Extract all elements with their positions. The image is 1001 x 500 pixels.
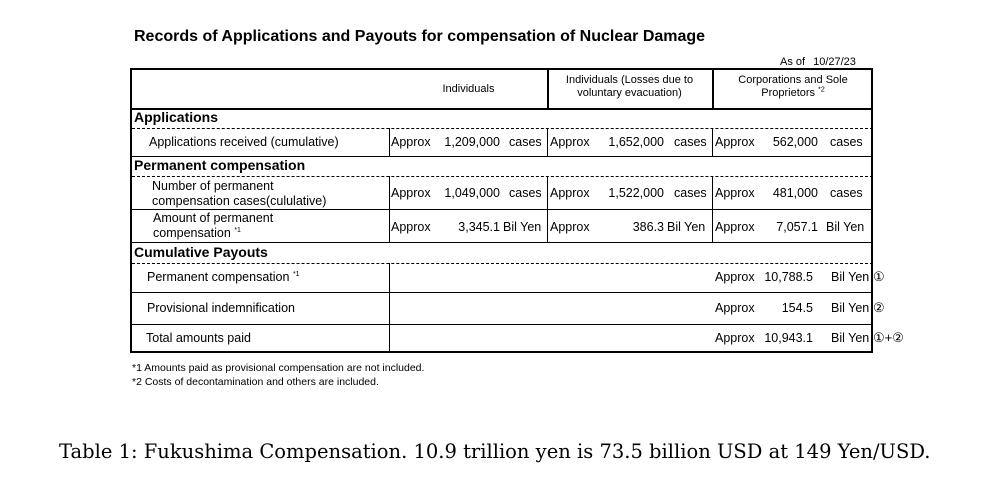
table-title: Records of Applications and Payouts for compensation of Nuclear Damage [134,28,706,45]
unit-label: Bil Yen [831,331,870,345]
unit-label: Bil Yen [826,220,865,234]
approx-label: Approx [715,331,755,345]
approx-label: Approx [715,135,755,149]
unit-label: cases [830,186,863,200]
value-cell: 1,049,000 [444,186,500,200]
approx-label: Approx [715,301,755,315]
row-label-line1: Amount of permanent [153,211,274,225]
unit-label: Bil Yen [831,270,870,284]
header-voluntary-evacuation: Individuals (Losses due to voluntary evacuation) [565,74,694,99]
unit-label: Bil Yen [667,220,706,234]
row-label-line2: compensation [153,226,231,240]
section-cumulative-payouts: Cumulative Payouts [134,244,268,260]
section-permanent-compensation: Permanent compensation [134,157,306,173]
value-cell: 154.5 [781,301,813,315]
approx-label: Approx [550,220,590,234]
value-cell: 1,652,000 [608,135,664,149]
value-cell: 7,057.1 [776,220,818,234]
row-label-text: Permanent compensation [147,270,290,284]
footnote-1: *1 Amounts paid as provisional compensation are not included. [132,362,425,374]
row-label-applications-received: Applications received (cumulative) [149,135,339,149]
header-corporations [714,74,872,100]
marker-circled-1: ① [873,269,885,284]
approx-label: Approx [391,186,431,200]
approx-label: Approx [715,186,755,200]
table-caption: Table 1: Fukushima Compensation. 10.9 trillion yen is 73.5 billion USD at 149 Yen/USD. [59,440,931,463]
row-label-payout-permanent [147,270,300,285]
approx-label: Approx [550,186,590,200]
as-of-value: 10/27/23 [813,56,856,68]
as-of-date [780,56,856,68]
value-cell: 1,522,000 [608,186,664,200]
unit-label: cases [674,186,707,200]
footnote-2: *2 Costs of decontamination and others are included. [132,376,379,388]
marker-circled-2: ② [873,300,885,315]
footnote-ref-1: *1 [234,226,241,234]
unit-label: Bil Yen [831,301,870,315]
approx-label: Approx [715,220,755,234]
value-cell: 3,345.1 [458,220,500,234]
value-cell: 10,788.5 [764,270,813,284]
footnote-ref-2: *2 [818,86,825,94]
as-of-label: As of [780,56,806,68]
footnote-ref-1: *1 [292,270,300,278]
unit-label: cases [830,135,863,149]
row-label-permanent-amount [153,211,273,241]
approx-label: Approx [550,135,590,149]
unit-label: Bil Yen [503,220,542,234]
header-individuals: Individuals [442,83,495,95]
row-label-line2: compensation cases(cululative) [152,194,327,208]
value-cell: 562,000 [772,135,818,149]
header-corporations-line2: Proprietors [761,87,816,99]
value-cell: 1,209,000 [444,135,500,149]
marker-circled-1-plus-2: ①+② [873,330,904,345]
value-cell: 481,000 [772,186,818,200]
unit-label: cases [674,135,707,149]
section-applications: Applications [134,109,219,125]
value-cell: 386.3 [632,220,664,234]
unit-label: cases [509,135,542,149]
unit-label: cases [509,186,542,200]
approx-label: Approx [391,135,431,149]
compensation-table [130,68,873,353]
row-label-permanent-cases [152,179,326,209]
header-corporations-line1: Corporations and Sole [738,74,848,86]
row-label-total-amounts-paid: Total amounts paid [146,331,251,345]
approx-label: Approx [715,270,755,284]
approx-label: Approx [391,220,431,234]
value-cell: 10,943.1 [764,331,813,345]
row-label-provisional-indemnification: Provisional indemnification [147,301,295,315]
row-label-line1: Number of permanent [152,179,274,193]
